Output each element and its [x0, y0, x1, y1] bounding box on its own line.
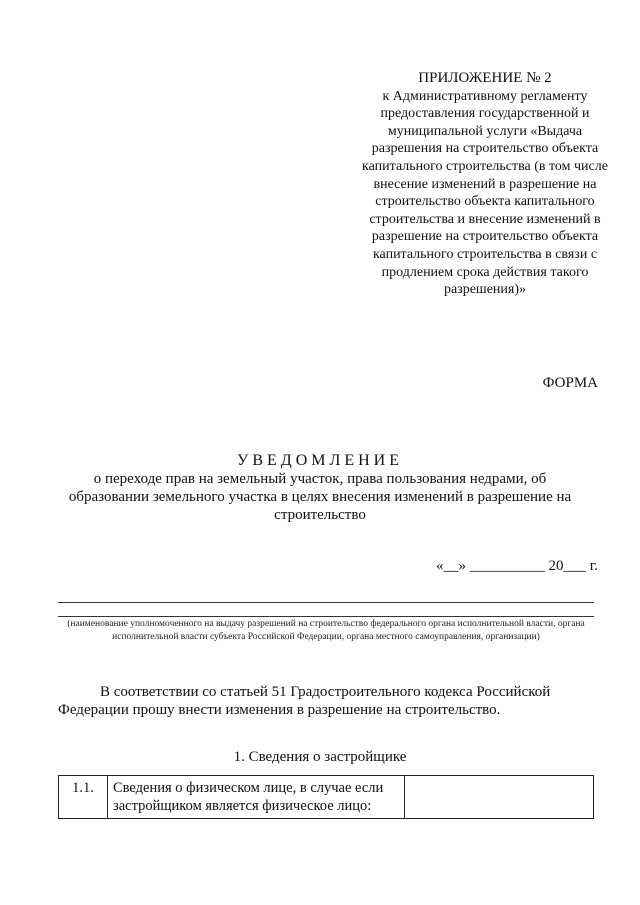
table-row — [59, 776, 594, 819]
appendix-title: ПРИЛОЖЕНИЕ № 2 — [418, 70, 552, 86]
appendix-header — [360, 70, 610, 299]
authority-caption: (наименование уполномоченного на выдачу разрешений на строительство федерального органа исполнительной власти, органа исполнительной власти субъекта Российской Федерации, органа местного самоуправления, организации) — [67, 619, 585, 642]
intro-paragraph: В соответствии со статьей 51 Градостроительного кодекса Российской Федерации прошу внести изменения в разрешение на строительство. — [58, 684, 551, 718]
form-label: ФОРМА — [542, 375, 598, 391]
notice-subtitle: о переходе прав на земельный участок, права пользования недрами, об образовании земельного участка в целях внесения изменений в разрешение на строительство — [68, 471, 572, 523]
applicant-info-table — [58, 775, 594, 819]
row-value-field[interactable] — [405, 776, 594, 819]
notice-title: УВЕДОМЛЕНИЕ — [237, 452, 403, 469]
authority-blank-line-1[interactable] — [58, 602, 594, 603]
date-field[interactable]: «__» __________ 20___ г. — [436, 558, 598, 574]
section-heading: 1. Сведения о застройщике — [233, 749, 407, 765]
authority-blank-line-2[interactable] — [58, 616, 594, 617]
row-label: Сведения о физическом лице, в случае если застройщиком является физическое лицо: — [108, 776, 405, 819]
row-number: 1.1. — [59, 776, 108, 819]
appendix-text: к Административному регламенту предоставления государственной и муниципальной услуги «Выдача разрешения на строительство объекта капитального строительства (в том числе внесение изменений в разрешение на строительство объекта капитального строительства и внесение изменений в разрешение на строительство объекта капитального строительства в связи с продлением срока действия такого разрешения)» — [362, 88, 608, 298]
